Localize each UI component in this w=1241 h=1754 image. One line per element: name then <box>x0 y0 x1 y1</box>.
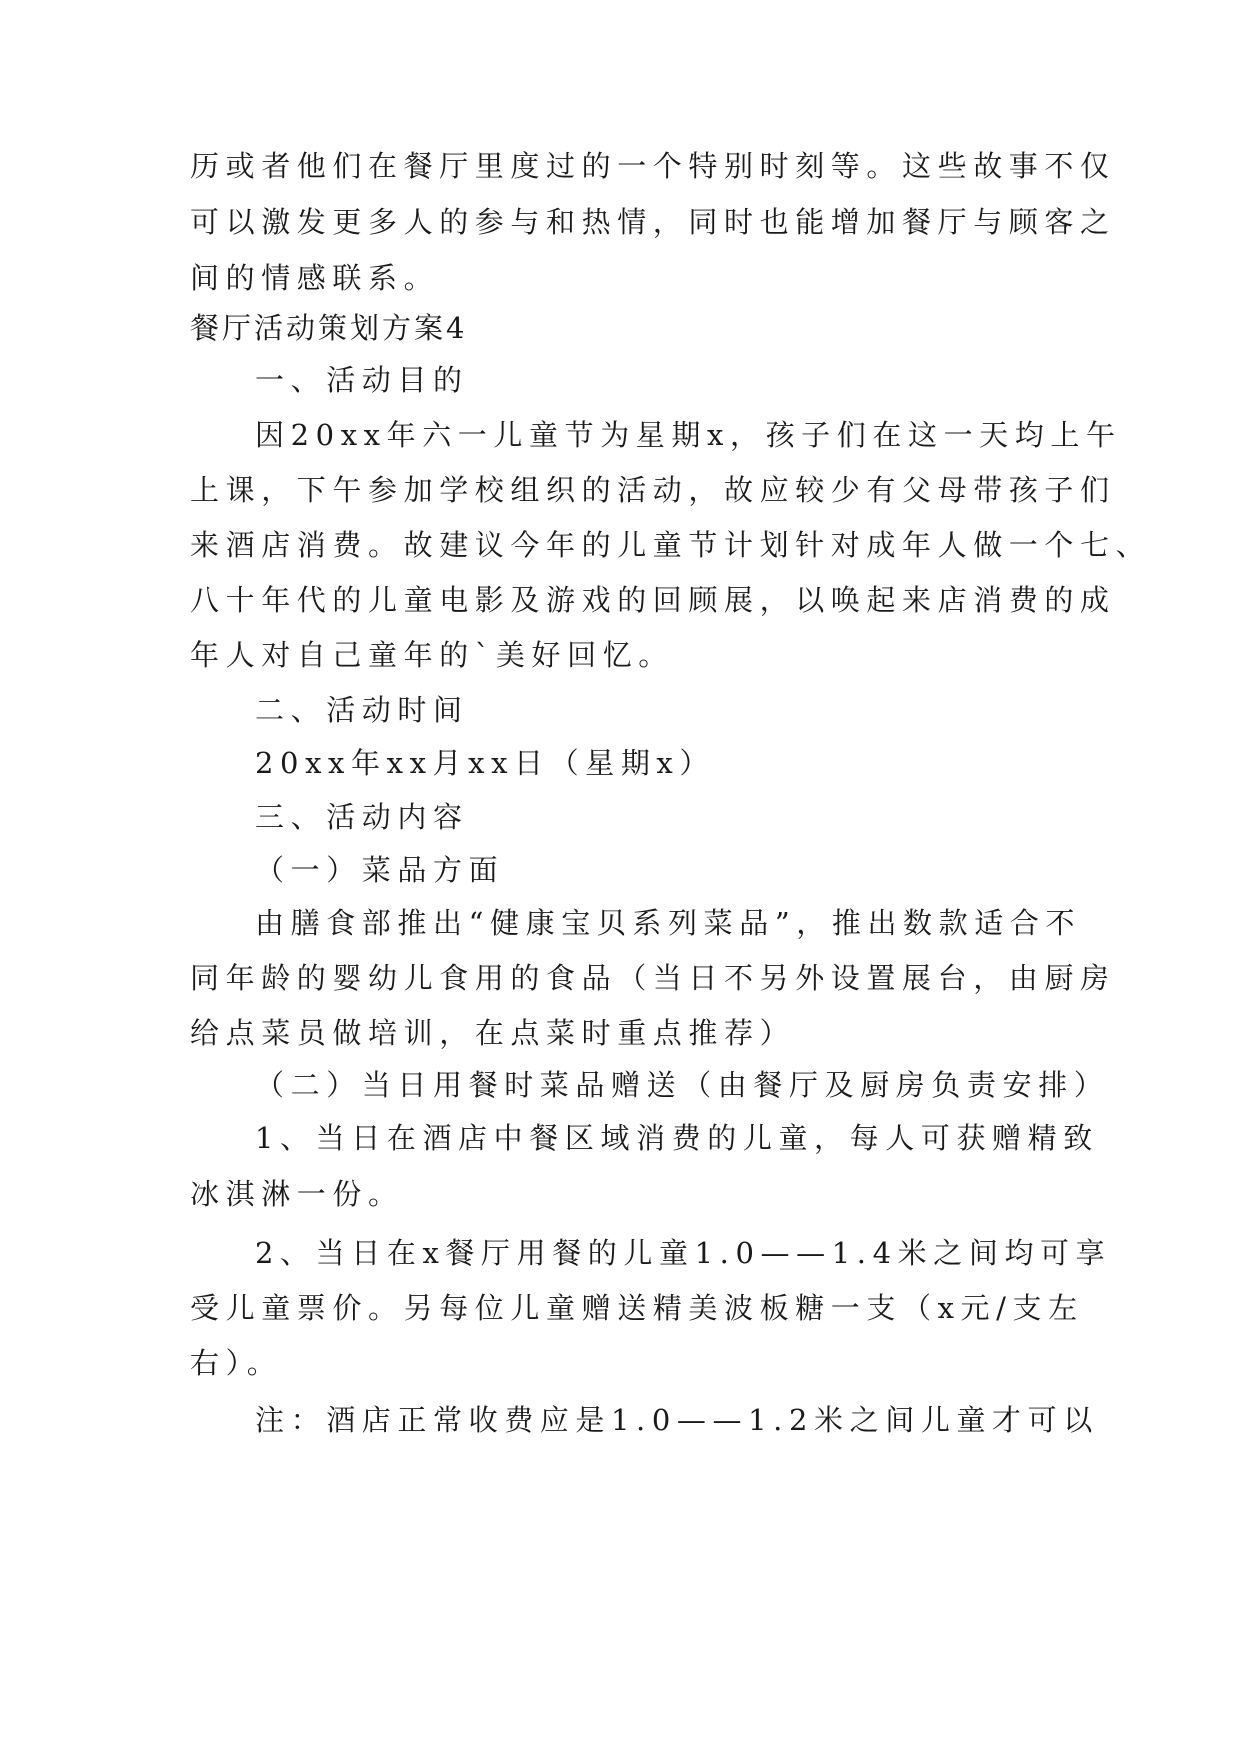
date-line: 20xx年xx月xx日（星期x） <box>255 746 715 780</box>
paragraph-line: 可以激发更多人的参与和热情，同时也能增加餐厅与顾客之 <box>190 205 1116 239</box>
note-line: 注：酒店正常收费应是1.0——1.2米之间儿童才可以 <box>255 1403 1099 1437</box>
list-item: 1、当日在酒店中餐区域消费的儿童，每人可获赠精致 <box>255 1121 1099 1155</box>
subheading-dishes: （一）菜品方面 <box>255 853 505 887</box>
list-item: 2、当日在x餐厅用餐的儿童1.0——1.4米之间均可享 <box>255 1236 1112 1270</box>
paragraph-line: 上课，下午参加学校组织的活动，故应较少有父母带孩子们 <box>190 473 1116 507</box>
paragraph-line: 年人对自己童年的`美好回忆。 <box>190 638 674 672</box>
list-item-continued: 右）。 <box>190 1346 283 1380</box>
paragraph-line: 间的情感联系。 <box>190 261 440 295</box>
paragraph-line: 由膳食部推出“健康宝贝系列菜品”，推出数款适合不 <box>255 906 1082 940</box>
list-item-continued: 受儿童票价。另每位儿童赠送精美波板糖一支（x元/支左 <box>190 1291 1084 1325</box>
list-item-continued: 冰淇淋一份。 <box>190 1177 404 1211</box>
section-title: 餐厅活动策划方案4 <box>190 311 468 345</box>
paragraph-line: 八十年代的儿童电影及游戏的回顾展，以唤起来店消费的成 <box>190 583 1116 617</box>
paragraph-line: 因20xx年六一儿童节为星期x，孩子们在这一天均上午 <box>255 418 1122 452</box>
heading-purpose: 一、活动目的 <box>255 363 469 397</box>
paragraph-line: 同年龄的婴幼儿食用的食品（当日不另外设置展台，由厨房 <box>190 961 1116 995</box>
paragraph-line: 来酒店消费。故建议今年的儿童节计划针对成年人做一个七、 <box>190 528 1152 562</box>
heading-time: 二、活动时间 <box>255 693 469 727</box>
paragraph-line: 给点菜员做培训，在点菜时重点推荐） <box>190 1016 796 1050</box>
paragraph-line: 历或者他们在餐厅里度过的一个特别时刻等。这些故事不仅 <box>190 149 1116 183</box>
subheading-gifts: （二）当日用餐时菜品赠送（由餐厅及厨房负责安排） <box>255 1068 1110 1102</box>
heading-content: 三、活动内容 <box>255 800 469 834</box>
